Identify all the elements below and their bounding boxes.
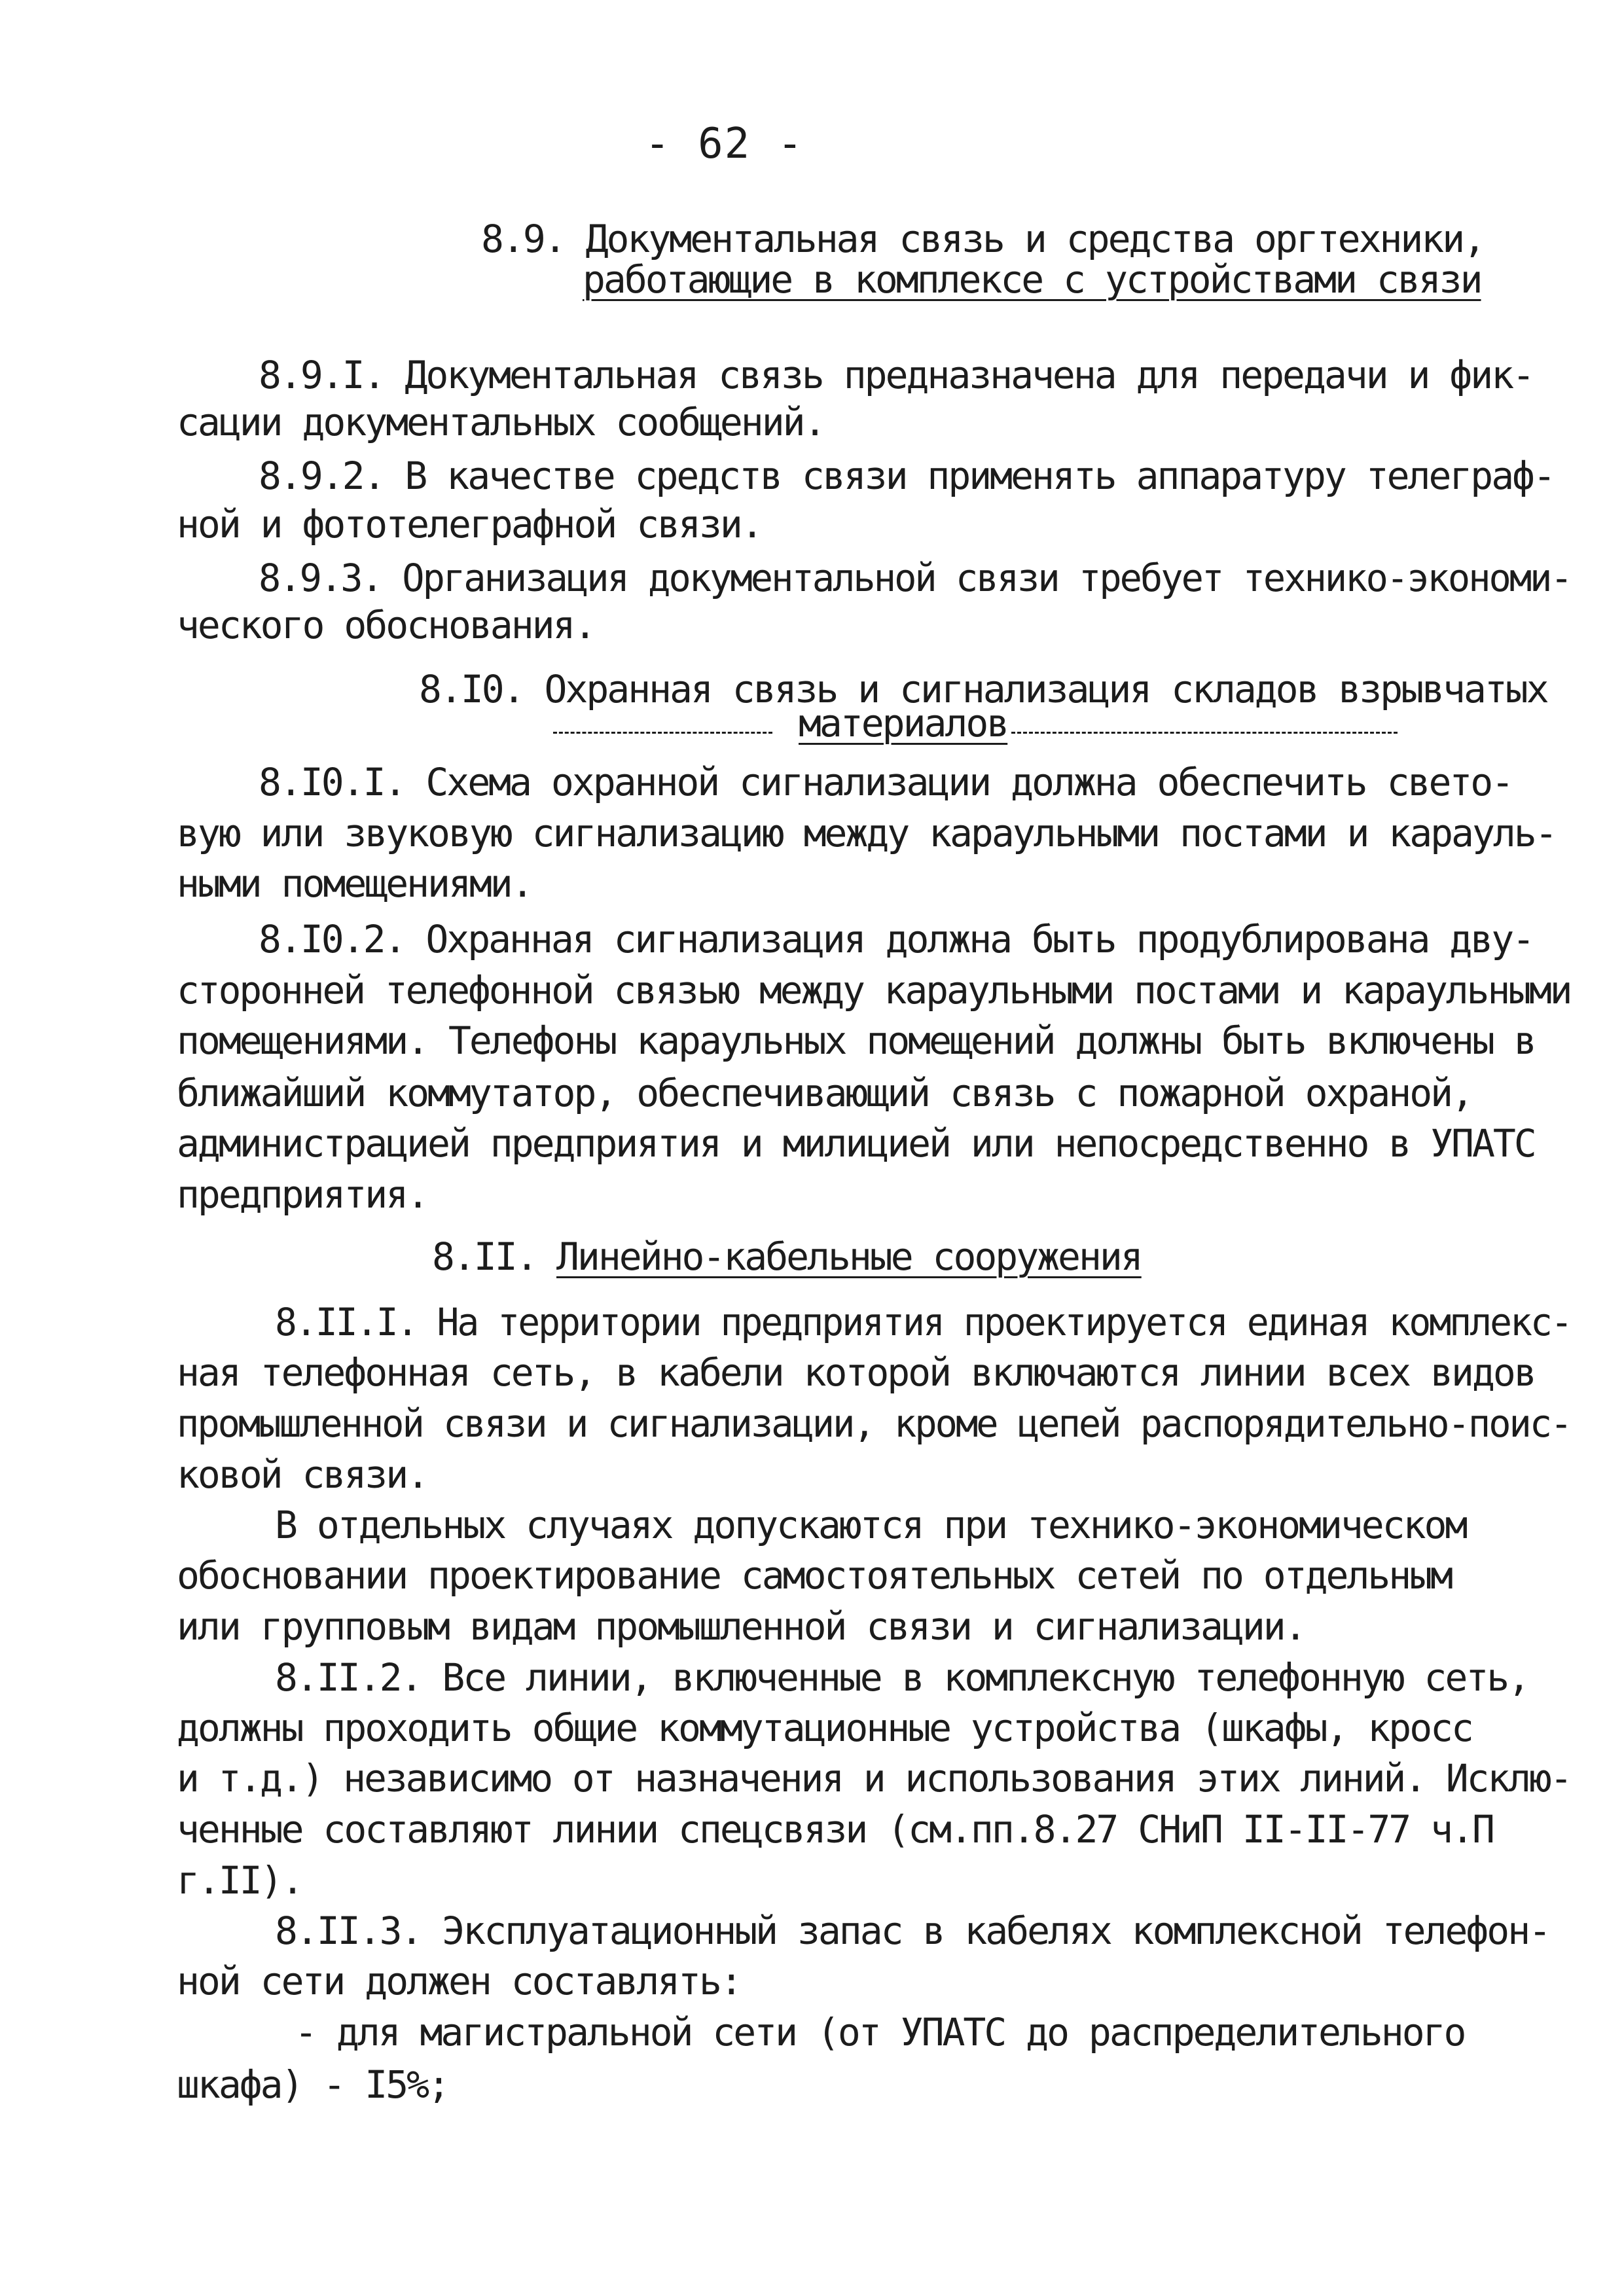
paragraph-8-10-2-line-2: сторонней телефонной связью между караульными постами и караульными (177, 968, 1571, 1013)
paragraph-8-9-2-line-2: ной и фототелеграфной связи. (177, 502, 762, 547)
paragraph-8-11-1a-line-1: В отдельных случаях допускаются при технико-экономическом (275, 1503, 1466, 1547)
section-8-9-title-line-2: работающие в комплексе с устройствами связи (583, 257, 1481, 302)
paragraph-8-11-1a-line-3: или групповым видам промышленной связи и сигнализации. (177, 1604, 1305, 1649)
list-item-trunk-network-line-2: шкафа) - I5%; (177, 2062, 448, 2107)
paragraph-8-11-2-line-1: 8.II.2. Все линии, включенные в комплексную телефонную сеть, (275, 1655, 1529, 1700)
paragraph-8-11-3-line-1: 8.II.3. Эксплуатационный запас в кабелях комплексной телефон- (275, 1909, 1550, 1953)
section-8-11-title: Линейно-кабельные сооружения (556, 1234, 1142, 1279)
heading-dash-rule-left (553, 732, 772, 734)
page-number: - 62 - (645, 120, 804, 168)
paragraph-8-9-1-line-2: сации документальных сообщений. (177, 400, 825, 444)
paragraph-8-10-2-line-3: помещениями. Телефоны караульных помещений должны быть включены в (177, 1018, 1535, 1063)
paragraph-8-11-3-line-2: ной сети должен составлять: (177, 1959, 741, 2003)
paragraph-8-10-1-line-3: ными помещениями. (177, 861, 532, 906)
section-8-9-title-line-1: 8.9. Документальная связь и средства оргтехники, (481, 217, 1485, 261)
list-item-trunk-network-line-1: - для магистральной сети (от УПАТС до распределительного (295, 2010, 1465, 2054)
paragraph-8-9-3-line-1: 8.9.3. Организация документальной связи требует технико-экономи- (259, 556, 1571, 600)
paragraph-8-11-2-line-2: должны проходить общие коммутационные устройства (шкафы, кросс (177, 1706, 1472, 1750)
paragraph-8-11-1-line-4: ковой связи. (177, 1452, 428, 1497)
paragraph-8-10-2-line-1: 8.I0.2. Охранная сигнализация должна быть продублирована дву- (259, 917, 1534, 961)
section-8-10-title-line-1: 8.I0. Охранная связь и сигнализация складов взрывчатых (419, 667, 1547, 711)
paragraph-8-9-1-line-1: 8.9.I. Документальная связь предназначена для передачи и фик- (259, 353, 1534, 397)
paragraph-8-10-1-line-2: вую или звуковую сигнализацию между караульными постами и карауль- (177, 811, 1556, 855)
paragraph-8-11-1-line-2: ная телефонная сеть, в кабели которой включаются линии всех видов (177, 1350, 1535, 1395)
paragraph-8-10-2-line-6: предприятия. (177, 1172, 428, 1217)
paragraph-8-11-1a-line-2: обосновании проектирование самостоятельных сетей по отдельным (177, 1553, 1452, 1598)
paragraph-8-10-2-line-5: администрацией предприятия и милицией или непосредственно в УПАТС (177, 1121, 1535, 1166)
paragraph-8-10-1-line-1: 8.I0.I. Схема охранной сигнализации должна обеспечить свето- (259, 760, 1513, 804)
section-8-11-title-number: 8.II. (432, 1234, 537, 1279)
section-8-10-title-line-2: материалов (799, 701, 1008, 745)
paragraph-8-9-2-line-1: 8.9.2. В качестве средств связи применять аппаратуру телеграф- (259, 454, 1554, 498)
heading-dash-rule-right (1011, 732, 1398, 734)
paragraph-8-11-2-line-5: г.II). (177, 1858, 302, 1903)
paragraph-8-11-1-line-1: 8.II.I. На территории предприятия проектируется единая комплекс- (275, 1300, 1571, 1344)
paragraph-8-10-2-line-4: ближайший коммутатор, обеспечивающий связь с пожарной охраной, (177, 1071, 1472, 1115)
paragraph-8-9-3-line-2: ческого обоснования. (177, 603, 595, 647)
paragraph-8-11-2-line-4: ченные составляют линии спецсвязи (см.пп.8.27 СНиП II-II-77 ч.П (177, 1807, 1493, 1852)
paragraph-8-11-1-line-3: промышленной связи и сигнализации, кроме цепей распорядительно-поис- (177, 1401, 1571, 1446)
paragraph-8-11-2-line-3: и т.д.) независимо от назначения и использования этих линий. Исклю- (177, 1756, 1571, 1801)
